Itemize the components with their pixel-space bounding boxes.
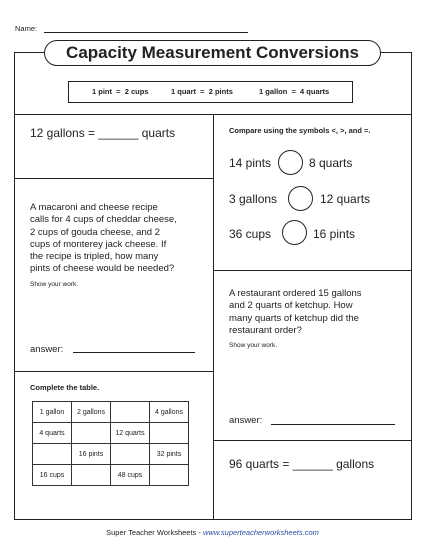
compare-answer-circle-3[interactable] xyxy=(282,220,307,245)
footer xyxy=(0,528,425,537)
divider-right-2 xyxy=(213,440,412,441)
table-cell: 4 gallons xyxy=(150,402,189,423)
table-cell: 4 quarts xyxy=(33,423,72,444)
recipe-show-work: Show your work. xyxy=(30,281,79,288)
ketchup-answer-field[interactable] xyxy=(271,424,395,425)
table-cell[interactable] xyxy=(111,444,150,465)
table-cell: 2 gallons xyxy=(72,402,111,423)
divider-left-2 xyxy=(14,371,213,372)
ketchup-line: and 2 quarts of ketchup. How xyxy=(229,300,353,312)
recipe-line: the recipe is tripled, how many xyxy=(30,251,159,263)
compare-right-2: 12 quarts xyxy=(320,192,371,206)
compare-right-3: 16 pints xyxy=(313,227,356,241)
recipe-line: cups of monterey jack cheese. If xyxy=(30,238,167,250)
recipe-answer-label: answer: xyxy=(30,344,64,355)
table-row xyxy=(33,402,189,423)
compare-right-1: 8 quarts xyxy=(309,156,353,170)
table-title: Complete the table. xyxy=(30,383,100,392)
table-cell: 48 cups xyxy=(111,465,150,486)
title-pill xyxy=(44,40,381,66)
table-cell[interactable] xyxy=(111,402,150,423)
question-quarts-to-gallons: 96 quarts = ______ gallons xyxy=(229,457,375,471)
ketchup-line: A restaurant ordered 15 gallons xyxy=(229,288,362,299)
recipe-line: 2 cups of gouda cheese, and 2 xyxy=(30,226,160,238)
recipe-line: calls for 4 cups of cheddar cheese, xyxy=(30,214,177,226)
table-cell: 16 pints xyxy=(72,444,111,465)
footer-url[interactable]: www.superteacherworksheets.com xyxy=(202,528,319,537)
table-cell: 16 cups xyxy=(33,465,72,486)
footer-brand: Super Teacher Worksheets - xyxy=(106,528,203,537)
table-cell[interactable] xyxy=(72,465,111,486)
name-label: Name: xyxy=(15,24,38,33)
conversion-table xyxy=(32,401,189,486)
compare-left-3: 36 cups xyxy=(229,227,272,241)
compare-left-1: 14 pints xyxy=(229,156,272,170)
recipe-line: pints of cheese would be needed? xyxy=(30,263,175,275)
ketchup-line: many quarts of ketchup did the xyxy=(229,312,359,324)
table-cell: 1 gallon xyxy=(33,402,72,423)
ketchup-show-work: Show your work. xyxy=(229,342,278,349)
divider-center xyxy=(213,114,214,520)
table-row xyxy=(33,423,189,444)
page-title: Capacity Measurement Conversions xyxy=(66,43,359,62)
equivalent-pint-cups: 1 pint = 2 cups xyxy=(92,87,149,96)
equivalent-quart-pints: 1 quart = 2 pints xyxy=(171,87,233,96)
ketchup-line: restaurant order? xyxy=(229,324,302,336)
ketchup-problem xyxy=(229,288,409,337)
compare-answer-circle-1[interactable] xyxy=(278,150,303,175)
compare-answer-circle-2[interactable] xyxy=(288,186,313,211)
divider-right-1 xyxy=(213,270,412,271)
table-row xyxy=(33,444,189,465)
name-field[interactable] xyxy=(44,32,248,33)
compare-left-2: 3 gallons xyxy=(229,192,278,206)
table-cell: 12 quarts xyxy=(111,423,150,444)
recipe-line: A macaroni and cheese recipe xyxy=(30,202,158,213)
ketchup-answer-label: answer: xyxy=(229,415,263,426)
table-cell[interactable] xyxy=(33,444,72,465)
table-cell[interactable] xyxy=(150,465,189,486)
table-cell[interactable] xyxy=(72,423,111,444)
divider-left-1 xyxy=(14,178,213,179)
recipe-answer-field[interactable] xyxy=(73,352,195,353)
table-row xyxy=(33,465,189,486)
compare-instruction: Compare using the symbols <, >, and =. xyxy=(229,126,371,135)
question-gallons-to-quarts: 12 gallons = ______ quarts xyxy=(30,126,176,140)
recipe-problem xyxy=(30,202,210,276)
equivalent-gallon-quarts: 1 gallon = 4 quarts xyxy=(259,87,330,96)
table-cell: 32 pints xyxy=(150,444,189,465)
table-cell[interactable] xyxy=(150,423,189,444)
